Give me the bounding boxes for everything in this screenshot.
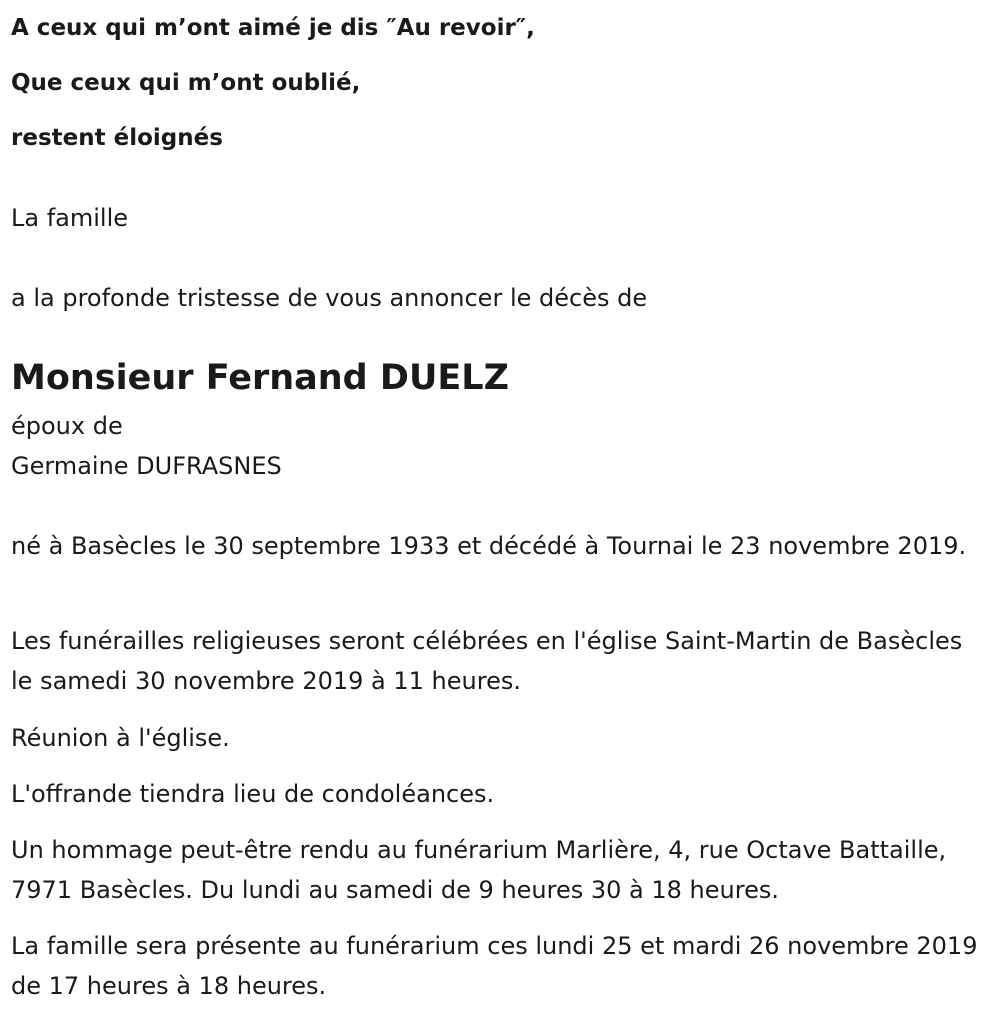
offering-paragraph: L'offrande tiendra lieu de condoléances. (11, 780, 495, 808)
funeral-paragraph: Les funérailles religieuses seront célébrées en l'église Saint-Martin de Basècles le samedi 30 novembre 2019 à 11 heures. (11, 627, 963, 695)
spouse-name: Germaine DUFRASNES (11, 452, 282, 480)
poem-line-3: restent éloignés (11, 125, 223, 151)
birth-death-paragraph: né à Basècles le 30 septembre 1933 et décédé à Tournai le 23 novembre 2019. (11, 532, 967, 560)
tribute-paragraph: Un hommage peut-être rendu au funérarium Marlière, 4, rue Octave Battaille, 7971 Basècles. Du lundi au samedi de 9 heures 30 à 18 heures. (11, 836, 947, 904)
poem-line-1: A ceux qui m’ont aimé je dis ″Au revoir″, (11, 15, 535, 41)
deceased-name: Monsieur Fernand DUELZ (11, 358, 509, 398)
poem-line-2: Que ceux qui m’ont oublié, (11, 70, 361, 96)
meeting-paragraph: Réunion à l'église. (11, 724, 230, 752)
presence-paragraph: La famille sera présente au funérarium ces lundi 25 et mardi 26 novembre 2019 de 17 heures à 18 heures. (11, 932, 978, 1000)
family-label: La famille (11, 204, 129, 232)
announcement-text: a la profonde tristesse de vous annoncer le décès de (11, 284, 648, 312)
spouse-label: époux de (11, 412, 123, 440)
